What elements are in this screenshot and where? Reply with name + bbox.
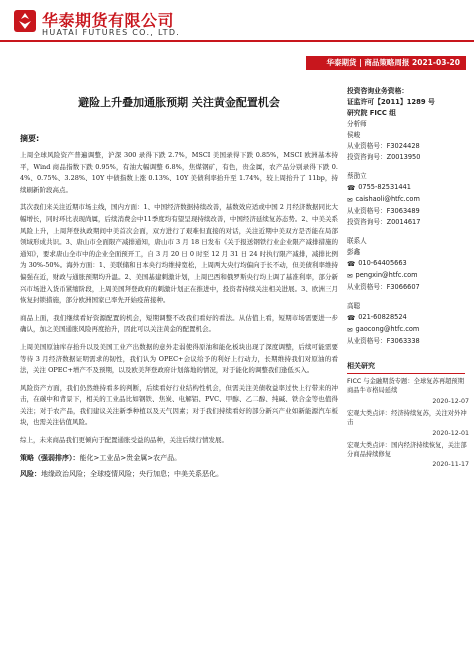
cert-label: 从业资格号： <box>347 142 387 150</box>
contact-email[interactable]: pengxin@htfc.com <box>355 271 418 279</box>
cert-number: F3063489 <box>386 207 420 215</box>
analyst-sidebar <box>347 86 469 472</box>
contact-phone: 010-64405663 <box>358 259 407 267</box>
analyst-name: 蔡劭立 <box>347 172 367 180</box>
advisor-number: Z0013950 <box>386 153 421 161</box>
advisor-label: 投资咨询号： <box>347 153 387 161</box>
report-title: 避险上升叠加通胀预期 关注黄金配置机会 <box>78 96 280 109</box>
report-type-date-banner: 华泰期货 | 商品策略周报 2021-03-20 <box>306 56 466 70</box>
email-icon: ✉ <box>347 196 353 204</box>
analyst-email[interactable]: caishaoli@htfc.com <box>355 195 420 203</box>
strategy-line <box>20 453 338 463</box>
brand-divider <box>0 40 474 42</box>
related-research-item[interactable]: 宏观大类点评：经济持续复苏，关注对外冲击 <box>347 409 467 427</box>
abstract-paragraph-1: 上周全球风险资产普遍调整，沪深 300 录得下跌 2.7%，MSCI 美国录得下跌 0.85%，MSCI 欧洲基本持平，Wind 商品指数下跌 0.95%，有油大幅调整 6.8%，焦煤钢矿，有色，贵金属，农产品分别录得下跌 0.4%、0.75%、3.28%、10Y 中债指数上涨 0.13%、10Y 美债利率抬升至 1.74%，较上周抬升了 11bp，持续刷新阶段高点。 <box>20 151 338 194</box>
related-research-date: 2020-12-01 <box>432 429 469 437</box>
cert-label: 从业资格号： <box>347 283 387 291</box>
related-research-heading: 相关研究 <box>347 361 465 374</box>
phone-icon: ☎ <box>347 314 356 322</box>
analyst-phone: 0755-82531441 <box>358 183 411 191</box>
strategy-text: 能化>工业品>贵金属>农产品。 <box>79 453 182 462</box>
cert-number: F3066607 <box>386 283 420 291</box>
contact-name: 高聪 <box>347 302 361 310</box>
related-research-date: 2020-11-17 <box>432 461 469 469</box>
strategy-label: 策略（强弱排序）： <box>20 453 80 462</box>
report-header <box>0 0 474 67</box>
abstract-paragraph-5: 风险资产方面，我们仍然维持看多的判断，后续看好行业结构性机会，但需关注美债收益率过快上行带来的冲击，在碳中和背景下，相关的工业品比如钢铁、焦炭、电解铝、PVC、甲醇、乙二醇、纯碱、铁合金等也值得关注；对于农产品，我们建议关注新季种植以及天气因素；对于我们持续看好的部分新兴产业如新能源汽车板块，也需关注估值风险。 <box>20 383 338 427</box>
phone-icon: ☎ <box>347 260 356 268</box>
analyst-role: 分析师 <box>347 120 367 128</box>
research-dept: 研究院 FICC 组 <box>347 109 397 117</box>
email-icon: ✉ <box>347 326 353 334</box>
qualification-label: 投资咨询业务资格： <box>347 87 409 95</box>
analyst-name: 侯峻 <box>347 131 361 139</box>
cert-label: 从业资格号： <box>347 337 387 345</box>
advisor-label: 投资咨询号： <box>347 218 387 226</box>
phone-icon: ☎ <box>347 184 356 192</box>
qualification-number: 证监许可【2011】1289 号 <box>347 98 435 106</box>
company-name-en: HUATAI FUTURES CO., LTD. <box>42 28 181 37</box>
contact-phone: 021-60828524 <box>358 313 407 321</box>
abstract-paragraph-4: 上周美国原油库存抬升以及美国工业产出数据的意外走弱使得原油和能化板块出现了深度调整，后续可能需要等待 3 月经济数据证明需求的韧性，我们认为 OPEC+会议给予的利好上行动力，长期维持我们对原油的看法，关注 OPEC+增产不及预期，以及欧美拜登政府计划落地的情况，对于能化的调整我们逢低买入。 <box>20 342 338 375</box>
contact-role: 联系人 <box>347 237 367 245</box>
abstract-paragraph-2: 其次我们来关注近期市场主线，国内方面：1、中国经济数据持续改善，基数效应适或中国 2 月经济数据同比大幅增长，同时环比表现尚属，后续消费会中11季度均有望呈现持续改善，中国经济延续复苏态势。2、中美关系风险上升，上周拜登执政期间中美首次会面，双方进行了艰难但直接的对话，关注近期中美双方是否能在局部领域形成共识。3、唐山市全面限产减排通知，唐山市 3 月 18 日发布《关于报送钢铁行业企业限产减排措施的通知》，要求唐山全市中的企业全面预开工，自 3 月 20 日 0 时至 12 月 31 日 24 时执行限产减排，减排比例为 30%-50%。海外方面：1、美联储和日本央行均维持宽松，上周两大央行均偏向于长不动，但美债利率维持偏强在近，财政与通胀预期均升温。2、美国基建刺激计划，上周巴西和俄罗斯央行均上调了基准利率，部分新兴市场进入货币紧缩阶段，上周美国拜登政府的刺激计划正在推进中，投资者持续关注相关进展。3、欧洲三月恢复封锁措施，部分欧洲国家已率先开始疫苗接种。 <box>20 203 338 305</box>
risk-label: 风险： <box>20 469 41 478</box>
abstract-paragraph-3: 商品上面，我们继续看好资源配置的机会，短期调整不改我们看好的看法。从估值上看，短期市场需要进一步确认，加之美国通胀风险再度抬升，因此可以关注黄金的配置机会。 <box>20 313 338 334</box>
contact-name: 彭鑫 <box>347 248 361 256</box>
company-name-cn: 华泰期货有限公司 <box>42 11 175 30</box>
cert-number: F3063338 <box>386 337 420 345</box>
risk-text: 地缘政治风险；全球疫情风险；央行加息；中美关系恶化。 <box>41 469 223 478</box>
related-research-item[interactable]: 宏观大类点评：国内经济持续恢复，关注部分商品持续修复 <box>347 441 467 459</box>
report-body <box>20 94 338 479</box>
risk-line <box>20 469 338 479</box>
contact-email[interactable]: gaocong@htfc.com <box>355 325 420 333</box>
email-icon: ✉ <box>347 272 353 280</box>
abstract-paragraph-6: 综上，未来商品我们更倾向于配置通胀受益的品种，关注后续行情发展。 <box>20 436 228 445</box>
cert-number: F3024428 <box>386 142 420 150</box>
related-research-item[interactable]: FICC 与金融期货专题：全球复苏再超预期 商品牛市格局延续 <box>347 378 465 395</box>
related-research-date: 2020-12-07 <box>432 397 469 405</box>
company-logo-icon <box>14 10 36 32</box>
advisor-number: Z0014617 <box>386 218 421 226</box>
cert-label: 从业资格号： <box>347 207 387 215</box>
abstract-heading: 摘要: <box>20 134 40 143</box>
